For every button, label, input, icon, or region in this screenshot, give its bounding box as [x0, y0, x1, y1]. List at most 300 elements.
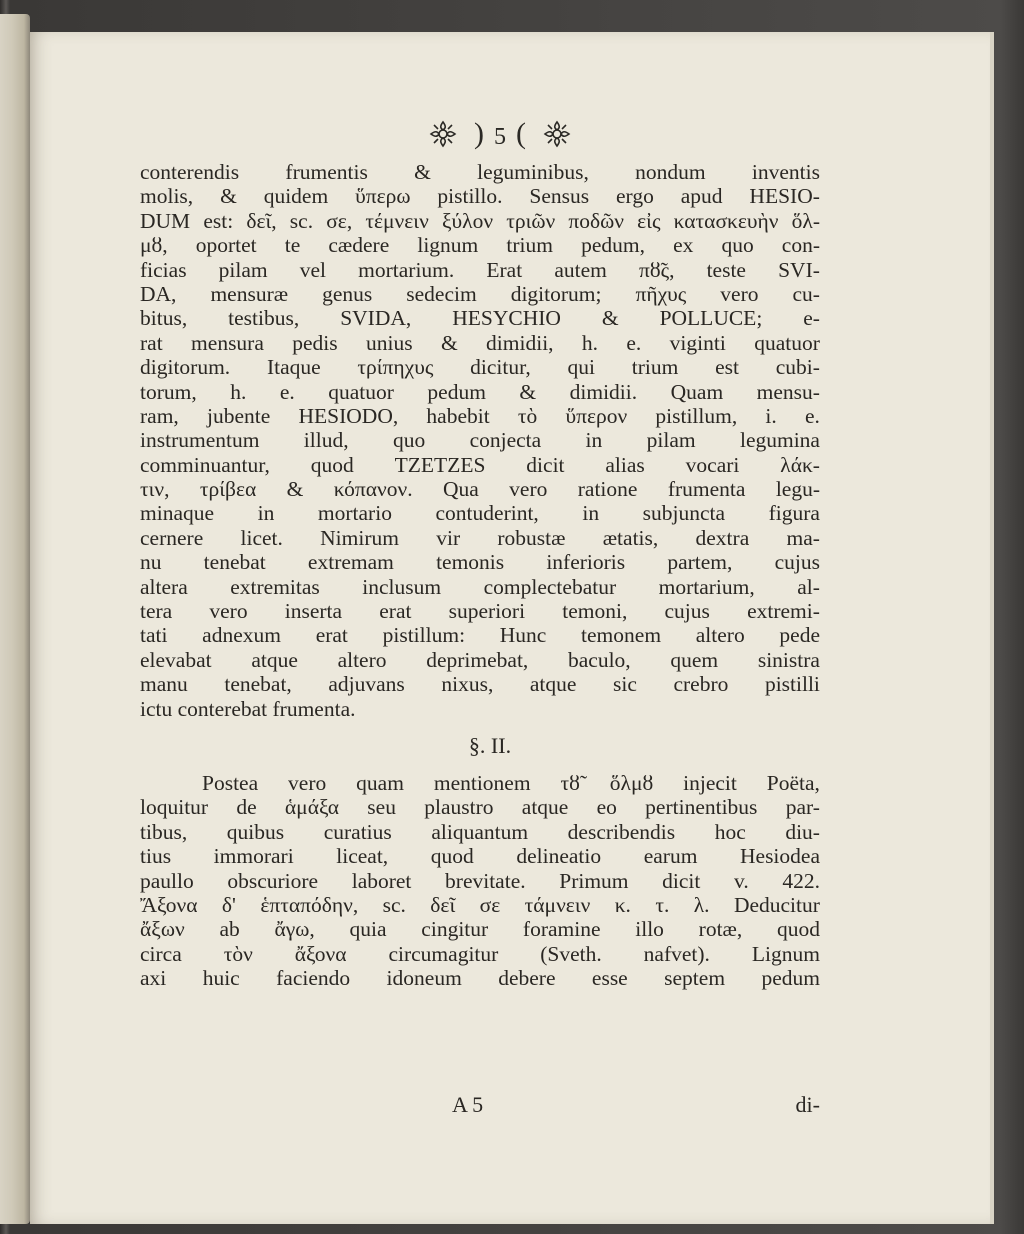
text-line	[140, 380, 820, 404]
text-line	[140, 331, 820, 355]
word: sinistra	[757, 647, 820, 672]
word: tibus,	[140, 819, 188, 844]
word: quam	[356, 770, 404, 795]
text-line	[140, 648, 820, 672]
word: tenebat	[203, 550, 266, 575]
word: circumagitur	[388, 941, 499, 966]
word: oportet	[195, 233, 257, 258]
word: ficias	[140, 257, 187, 282]
word: minaque	[140, 501, 215, 526]
word: DUM	[140, 208, 191, 233]
word: cu-	[792, 281, 820, 306]
word: HESYCHIO	[452, 306, 561, 331]
word: inferioris	[546, 550, 626, 575]
word: pede	[779, 623, 820, 648]
word: inventis	[751, 160, 820, 184]
word: cujus	[774, 550, 820, 575]
word: baculo,	[567, 647, 631, 672]
word: elevabat	[140, 647, 212, 672]
text-line	[140, 820, 820, 844]
word: esse	[591, 966, 628, 991]
word: vero	[509, 477, 548, 502]
word: dicit	[526, 452, 565, 477]
word: ma-	[786, 525, 820, 550]
word: quem	[670, 647, 719, 672]
word: nu	[140, 550, 162, 575]
word: cingitur	[421, 917, 489, 942]
word: temonis	[436, 550, 505, 575]
word: apud	[680, 184, 723, 209]
word: nafvet).	[643, 941, 710, 966]
text-line	[140, 869, 820, 893]
word: septem	[664, 966, 726, 991]
text-line	[140, 501, 820, 525]
word: ὅλμȣ	[609, 770, 654, 795]
word: τὸν	[223, 941, 253, 966]
word: trium	[631, 355, 679, 380]
word: Quam	[670, 379, 724, 404]
word: dicitur,	[470, 355, 531, 380]
word: earum	[643, 844, 698, 869]
word: &	[286, 477, 304, 502]
paragraph-1	[140, 160, 820, 721]
word: cujus	[664, 599, 710, 624]
word: pedis	[292, 330, 338, 355]
word: v.	[733, 868, 749, 893]
word: cubi-	[775, 355, 820, 380]
word: λ.	[693, 892, 710, 917]
word: temoni,	[562, 599, 628, 624]
text-line	[140, 942, 820, 966]
word: injecit	[683, 770, 737, 795]
word: vero	[209, 599, 248, 624]
word: par-	[785, 795, 820, 820]
word: vero	[720, 281, 759, 306]
text-line	[140, 233, 820, 257]
word: huic	[202, 966, 240, 991]
word: rat	[140, 330, 163, 355]
word: digitorum.	[140, 355, 231, 380]
text-line	[140, 550, 820, 574]
word: &	[519, 379, 537, 404]
word: ἄξονα	[294, 941, 347, 966]
word: vocari	[685, 452, 740, 477]
word: vel	[299, 257, 327, 282]
word: inserta	[284, 599, 343, 624]
word: τιν,	[140, 477, 170, 502]
word: conjecta	[469, 428, 542, 453]
word: mortarium,	[658, 574, 755, 599]
word: ratione	[577, 477, 638, 502]
word: habebit	[426, 403, 490, 428]
word: curatius	[323, 819, 392, 844]
word: nondum	[635, 160, 706, 184]
word: quia	[349, 917, 387, 942]
word: ἄξων	[140, 917, 185, 942]
word: tati	[140, 623, 168, 648]
signature-mark: A 5	[452, 1092, 484, 1117]
text-line	[140, 672, 820, 696]
word: ergo	[616, 184, 654, 209]
word: complectebatur	[483, 574, 617, 599]
word: ex	[673, 233, 694, 258]
word: mortarium.	[358, 257, 455, 282]
word: extremitas	[230, 574, 320, 599]
word: δεῖ,	[246, 208, 277, 233]
word: legu-	[775, 477, 820, 502]
page-header	[330, 112, 670, 156]
word: molis,	[140, 184, 194, 209]
text-line	[140, 258, 820, 282]
word: subjuncta	[642, 501, 726, 526]
word: Ἄξονα	[140, 892, 198, 917]
word: diu-	[785, 819, 820, 844]
word: τ.	[655, 892, 670, 917]
word: figura	[768, 501, 820, 526]
word: mensu-	[756, 379, 820, 404]
word: debere	[498, 966, 556, 991]
text-line	[140, 917, 820, 941]
word: erat	[315, 623, 348, 648]
text-line	[140, 306, 820, 330]
word: DA,	[140, 281, 177, 306]
word: conterendis	[140, 160, 240, 184]
word: illo	[635, 917, 664, 942]
word: testibus,	[228, 306, 300, 331]
word: e.	[626, 330, 642, 355]
word: h.	[581, 330, 599, 355]
word: qui	[567, 355, 595, 380]
word: dextra	[695, 525, 750, 550]
word: adjuvans	[328, 672, 405, 697]
word: cernere	[140, 525, 204, 550]
word: ξύλον	[441, 208, 494, 233]
text-line	[140, 623, 820, 647]
word: &	[414, 160, 431, 184]
word: torum,	[140, 379, 197, 404]
fleuron-ornament-icon	[542, 119, 572, 149]
word: liceat,	[336, 844, 389, 869]
word: in	[257, 501, 275, 526]
word: Hesiodea	[740, 844, 820, 869]
word: h.	[230, 379, 247, 404]
word: ὕπερον	[565, 403, 628, 428]
word: alias	[605, 452, 645, 477]
word: te	[284, 233, 301, 258]
header-right-paren: (	[516, 117, 526, 150]
word: foramine	[522, 917, 601, 942]
word: describendis	[567, 819, 676, 844]
word: quo	[392, 428, 426, 453]
word: quo	[721, 233, 754, 258]
word: ὅλ-	[791, 208, 820, 233]
word: δεῖ	[430, 892, 456, 917]
word: bitus,	[140, 306, 188, 331]
word: manu	[140, 672, 188, 697]
word: ἁμάξα	[284, 795, 340, 820]
word: teste	[706, 257, 746, 282]
word: dicit	[662, 868, 701, 893]
word: loquitur	[140, 795, 209, 820]
word: ram,	[140, 403, 179, 428]
word: eo	[596, 795, 617, 820]
word: Erat	[486, 257, 523, 282]
word: altero	[695, 623, 745, 648]
word: quod	[430, 844, 474, 869]
word: de	[236, 795, 257, 820]
word: contuderint,	[435, 501, 539, 526]
word: πῆχυς	[635, 281, 687, 306]
word: e-	[803, 306, 820, 331]
word: SVIDA,	[340, 306, 412, 331]
word: illud,	[303, 428, 349, 453]
word: leguminibus,	[477, 160, 589, 184]
text-line	[140, 160, 820, 184]
word: τριῶν	[506, 208, 556, 233]
word: plaustro	[424, 795, 494, 820]
word: extremam	[307, 550, 394, 575]
word: Qua	[442, 477, 479, 502]
word: Primum	[559, 868, 629, 893]
word: inclusum	[362, 574, 442, 599]
word: pedum,	[581, 233, 645, 258]
word: Sensus	[529, 184, 590, 209]
text-line	[140, 355, 820, 379]
word: κόπανον.	[333, 477, 413, 502]
word: pertinentibus	[645, 795, 758, 820]
word: (Sveth.	[540, 941, 602, 966]
word: quidem	[263, 184, 329, 209]
word: deprimebat,	[426, 647, 529, 672]
word: pistillum,	[655, 403, 738, 428]
word: tius	[140, 844, 172, 869]
word: sc.	[289, 208, 314, 233]
text-line	[140, 404, 820, 428]
word: &	[220, 184, 237, 209]
word: sedecim	[406, 281, 477, 306]
word: εἰς	[637, 208, 661, 233]
text-line	[140, 282, 820, 306]
word: dimidii,	[486, 330, 554, 355]
word: τὸ	[517, 403, 538, 428]
page-edge	[990, 32, 994, 1224]
word: ὕπερω	[355, 184, 411, 209]
word: unius	[366, 330, 413, 355]
word: δ'	[221, 892, 236, 917]
word: crebro	[673, 672, 729, 697]
word: ποδῶν	[568, 208, 625, 233]
word: seu	[367, 795, 396, 820]
text-line	[140, 844, 820, 868]
word: atque	[251, 647, 298, 672]
word: ἑπταπόδην,	[260, 892, 359, 917]
word: laboret	[351, 868, 412, 893]
text-line	[140, 428, 820, 452]
text-line: ictu conterebat frumenta.	[140, 696, 356, 721]
word: pistillum:	[382, 623, 466, 648]
word: POLLUCE;	[659, 306, 763, 331]
word: ab	[219, 917, 240, 942]
word: trium	[506, 233, 553, 258]
word: TZETZES	[394, 452, 486, 477]
word: jubente	[207, 403, 271, 428]
word: hoc	[714, 819, 746, 844]
text-line	[140, 893, 820, 917]
word: σε	[479, 892, 501, 917]
word: pilam	[218, 257, 268, 282]
word: pilam	[646, 428, 696, 453]
word: instrumentum	[140, 428, 260, 453]
word: Nimirum	[320, 525, 399, 550]
word: con-	[781, 233, 820, 258]
word: ætatis,	[602, 525, 659, 550]
word: Postea	[202, 770, 259, 795]
word: quatuor	[754, 330, 820, 355]
word: digitorum;	[510, 281, 602, 306]
word: quod	[310, 452, 354, 477]
word: altera	[140, 574, 188, 599]
word: brevitate.	[445, 868, 526, 893]
word: τρίπηχυς	[357, 355, 434, 380]
word: sc.	[382, 892, 406, 917]
text-line	[140, 526, 820, 550]
word: est	[715, 355, 739, 380]
word: legumina	[739, 428, 820, 453]
word: HESIO-	[749, 184, 820, 209]
word: ἄγω,	[274, 917, 315, 942]
word: Lignum	[751, 941, 820, 966]
word: pistilli	[764, 672, 820, 697]
word: extremi-	[747, 599, 820, 624]
word: genus	[322, 281, 373, 306]
word: paullo	[140, 868, 194, 893]
word: sic	[613, 672, 637, 697]
word: rotæ,	[698, 917, 743, 942]
word: vero	[288, 770, 327, 795]
word: altero	[337, 647, 387, 672]
word: κ.	[614, 892, 631, 917]
word: quod	[777, 917, 820, 942]
word: μȣ,	[140, 233, 168, 258]
word: mortario	[317, 501, 392, 526]
text-line	[140, 599, 820, 623]
fleuron-ornament-icon	[428, 119, 458, 149]
header-left-paren: )	[474, 117, 484, 150]
page-footer	[140, 1092, 820, 1120]
facing-page-edge	[0, 14, 30, 1224]
word: lignum	[417, 233, 479, 258]
word: σε,	[326, 208, 353, 233]
word: pistillo.	[437, 184, 503, 209]
word: al-	[797, 574, 820, 599]
text-line	[140, 453, 820, 477]
word: &	[601, 306, 619, 331]
word: πȣ̃ς,	[638, 257, 675, 282]
word: delineatio	[516, 844, 602, 869]
text-line	[140, 575, 820, 599]
word: frumentis	[285, 160, 368, 184]
word: faciendo	[276, 966, 351, 991]
text-line	[140, 477, 820, 501]
word: tera	[140, 599, 173, 624]
text-line	[140, 771, 820, 795]
word: &	[440, 330, 458, 355]
word: est:	[203, 208, 234, 233]
word: nixus,	[441, 672, 494, 697]
word: immorari	[213, 844, 294, 869]
word: Itaque	[266, 355, 321, 380]
word: i.	[765, 403, 777, 428]
word: SVI-	[778, 257, 820, 282]
word: robustæ	[497, 525, 566, 550]
word: comminuantur,	[140, 452, 270, 477]
word: quibus	[226, 819, 285, 844]
word: Deducitur	[733, 892, 820, 917]
word: mensuræ	[210, 281, 289, 306]
word: pedum	[761, 966, 820, 991]
word: in	[582, 501, 600, 526]
text-line	[140, 209, 820, 233]
text-line	[140, 795, 820, 819]
word: atque	[521, 795, 569, 820]
word: e.	[279, 379, 295, 404]
text-line	[140, 966, 820, 990]
word: dimidii.	[569, 379, 638, 404]
word: λάκ-	[780, 452, 820, 477]
word: in	[585, 428, 603, 453]
section-heading: §. II.	[468, 732, 512, 758]
catchword: di-	[795, 1092, 820, 1117]
word: partem,	[667, 550, 733, 575]
paragraph-2	[140, 771, 820, 991]
word: axi	[140, 966, 167, 991]
word: τρίβεα	[199, 477, 257, 502]
word: pedum	[427, 379, 486, 404]
word: obscuriore	[227, 868, 319, 893]
word: circa	[140, 941, 182, 966]
word: idoneum	[386, 966, 462, 991]
word: HESIODO,	[298, 403, 399, 428]
word: mentionem	[433, 770, 531, 795]
word: frumenta	[667, 477, 746, 502]
word: erat	[379, 599, 412, 624]
word: licet.	[240, 525, 283, 550]
word: e.	[804, 403, 820, 428]
word: mensura	[191, 330, 264, 355]
word: quatuor	[328, 379, 394, 404]
body-text	[140, 160, 820, 991]
word: viginti	[669, 330, 726, 355]
word: superiori	[448, 599, 526, 624]
word: atque	[529, 672, 577, 697]
word: τȣ̃	[560, 770, 580, 795]
word: Hunc	[499, 623, 547, 648]
word: 422.	[782, 868, 820, 893]
word: temonem	[581, 623, 662, 648]
word: aliquantum	[431, 819, 529, 844]
word: tenebat,	[224, 672, 292, 697]
word: τάμνειν	[524, 892, 591, 917]
word: Poëta,	[766, 770, 820, 795]
word: cædere	[328, 233, 390, 258]
word: κατασκευὴν	[673, 208, 779, 233]
word: τέμνειν	[365, 208, 429, 233]
word: vir	[436, 525, 461, 550]
word: adnexum	[202, 623, 281, 648]
text-line	[140, 184, 820, 208]
word: autem	[554, 257, 607, 282]
page-number: 5	[494, 124, 506, 150]
